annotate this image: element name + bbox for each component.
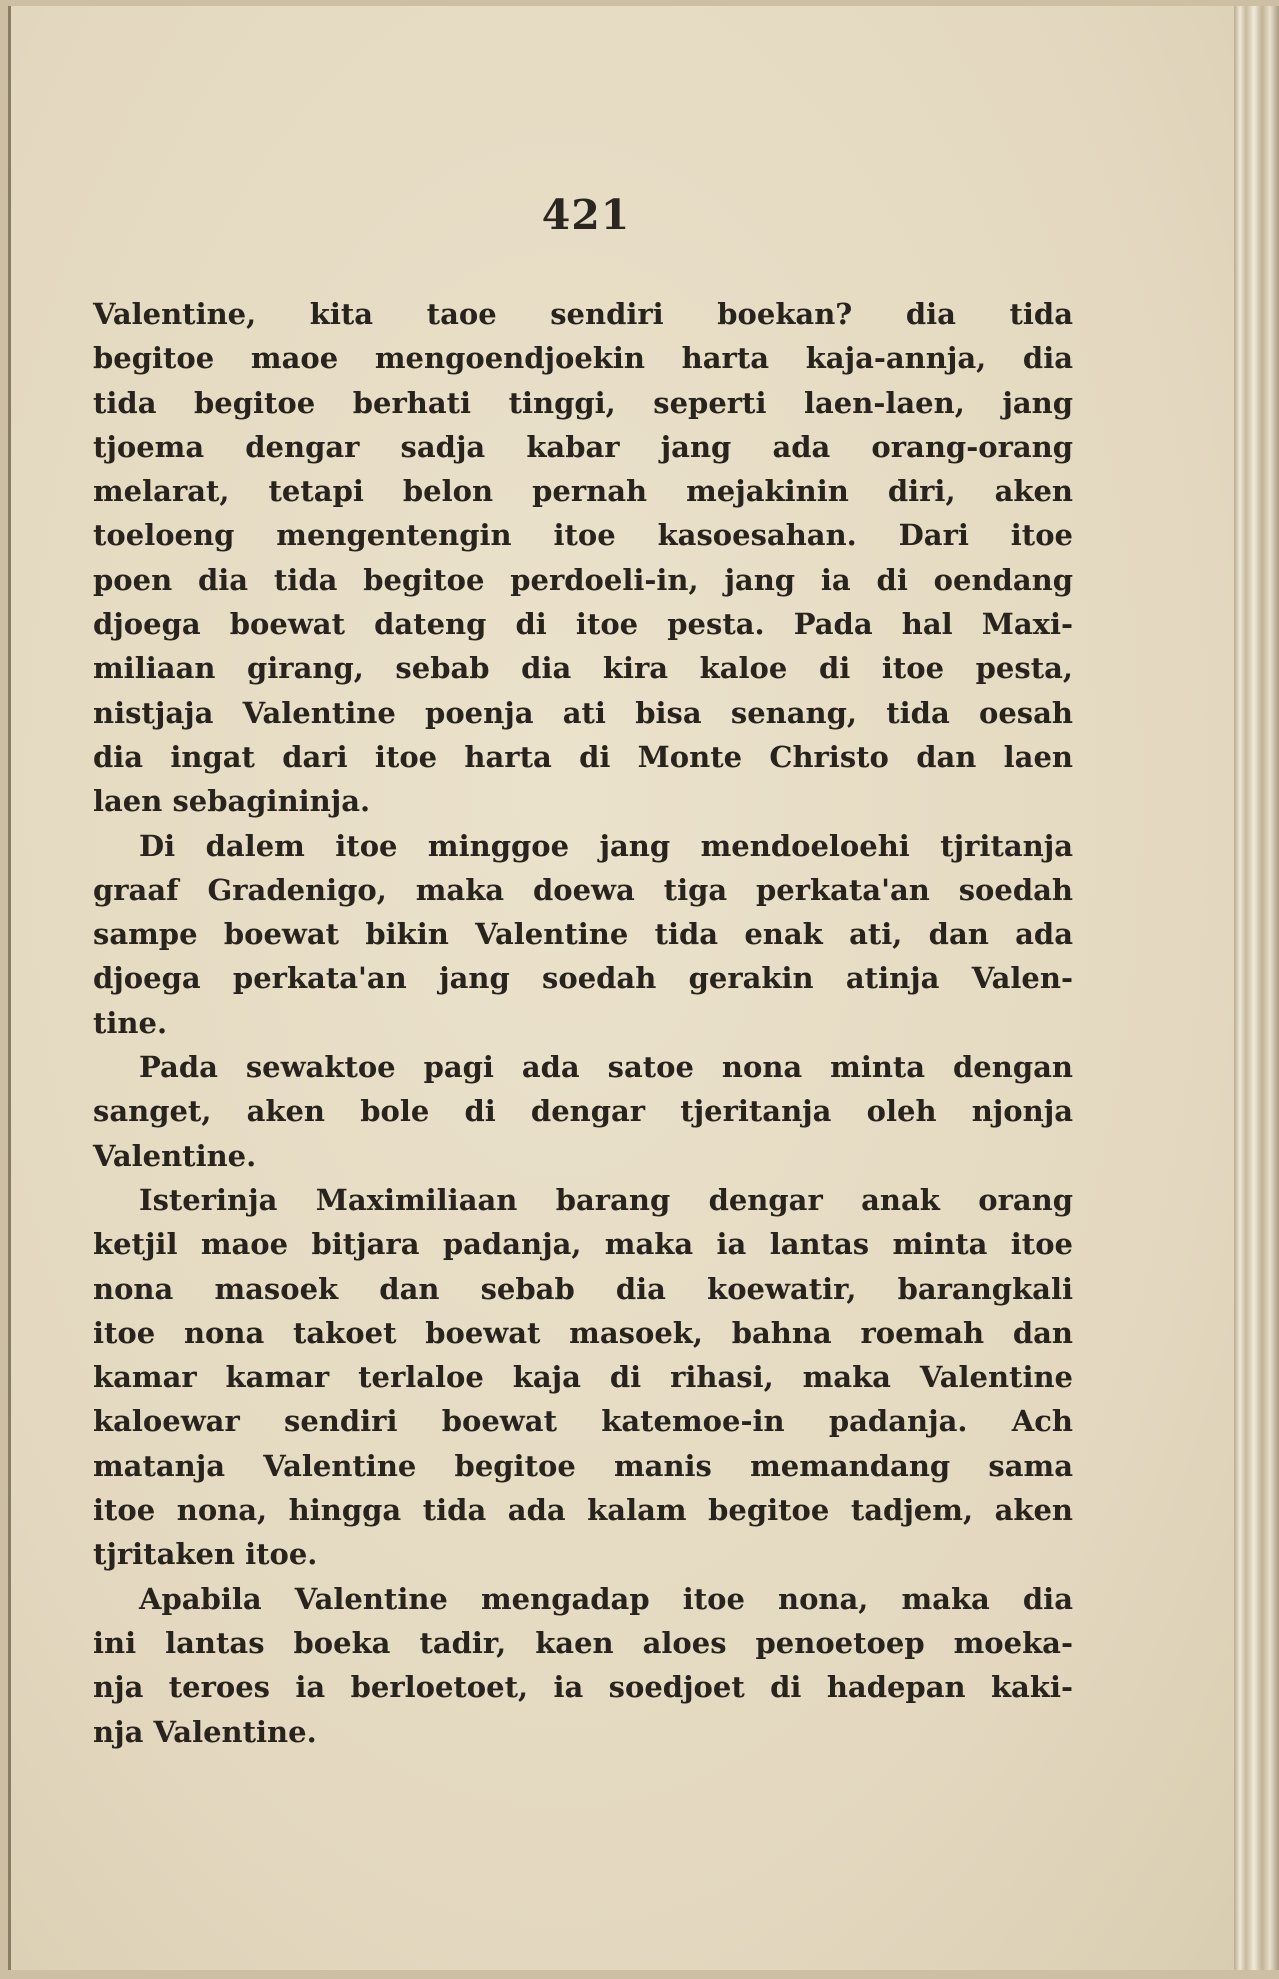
text-line: nja Valentine. (93, 1714, 317, 1749)
page-edge-stack (1234, 6, 1279, 1970)
text-line: graaf Gradenigo, maka doewa tiga perkata'an soedah (93, 872, 1073, 907)
text-line: Isterinja Maximiliaan barang dengar anak orang (139, 1182, 1073, 1217)
text-line: djoega perkata'an jang soedah gerakin atinja Valen- (93, 961, 1073, 996)
text-line: itoe nona takoet boewat masoek, bahna roemah dan (93, 1315, 1073, 1350)
text-line: Pada sewaktoe pagi ada satoe nona minta dengan (139, 1050, 1073, 1085)
body-text (93, 292, 1073, 1754)
text-line: tida begitoe berhati tinggi, seperti laen-laen, jang (93, 385, 1073, 420)
text-line: ini lantas boeka tadir, kaen aloes penoetoep moeka- (93, 1625, 1073, 1660)
text-line: nja teroes ia berloetoet, ia soedjoet di hadepan kaki- (93, 1670, 1073, 1705)
text-line: miliaan girang, sebab dia kira kaloe di itoe pesta, (93, 651, 1073, 686)
text-line: tjritaken itoe. (93, 1537, 318, 1572)
text-line: nona masoek dan sebab dia koewatir, barangkali (93, 1271, 1073, 1306)
text-line: laen sebagininja. (93, 784, 371, 819)
text-line: toeloeng mengentengin itoe kasoesahan. Dari itoe (93, 518, 1073, 553)
text-line: tjoema dengar sadja kabar jang ada orang-orang (93, 429, 1073, 464)
text-line: Di dalem itoe minggoe jang mendoeloehi tjritanja (139, 828, 1073, 863)
text-line: kaloewar sendiri boewat katemoe-in padanja. Ach (93, 1404, 1073, 1439)
text-line: itoe nona, hingga tida ada kalam begitoe tadjem, aken (93, 1493, 1073, 1528)
text-line: melarat, tetapi belon pernah mejakinin diri, aken (93, 474, 1073, 509)
text-line: Apabila Valentine mengadap itoe nona, maka dia (139, 1581, 1073, 1616)
text-line: sampe boewat bikin Valentine tida enak ati, dan ada (93, 917, 1073, 952)
text-line: tine. (93, 1005, 168, 1040)
text-line: nistjaja Valentine poenja ati bisa senang, tida oesah (93, 695, 1073, 730)
page-number: 421 (541, 191, 631, 239)
book-page (8, 6, 1234, 1970)
text-line: kamar kamar terlaloe kaja di rihasi, maka Valentine (93, 1360, 1073, 1395)
text-line: dia ingat dari itoe harta di Monte Christo dan laen (93, 739, 1073, 774)
text-line: matanja Valentine begitoe manis memandang sama (93, 1448, 1073, 1483)
text-line: djoega boewat dateng di itoe pesta. Pada hal Maxi- (93, 607, 1073, 642)
text-line: begitoe maoe mengoendjoekin harta kaja-annja, dia (93, 341, 1073, 376)
text-line: poen dia tida begitoe perdoeli-in, jang ia di oendang (93, 562, 1073, 597)
text-line: Valentine, kita taoe sendiri boekan? dia tida (93, 297, 1073, 331)
text-line: Valentine. (93, 1138, 257, 1173)
text-line: ketjil maoe bitjara padanja, maka ia lantas minta itoe (93, 1227, 1073, 1262)
text-line: sanget, aken bole di dengar tjeritanja oleh njonja (93, 1094, 1073, 1129)
